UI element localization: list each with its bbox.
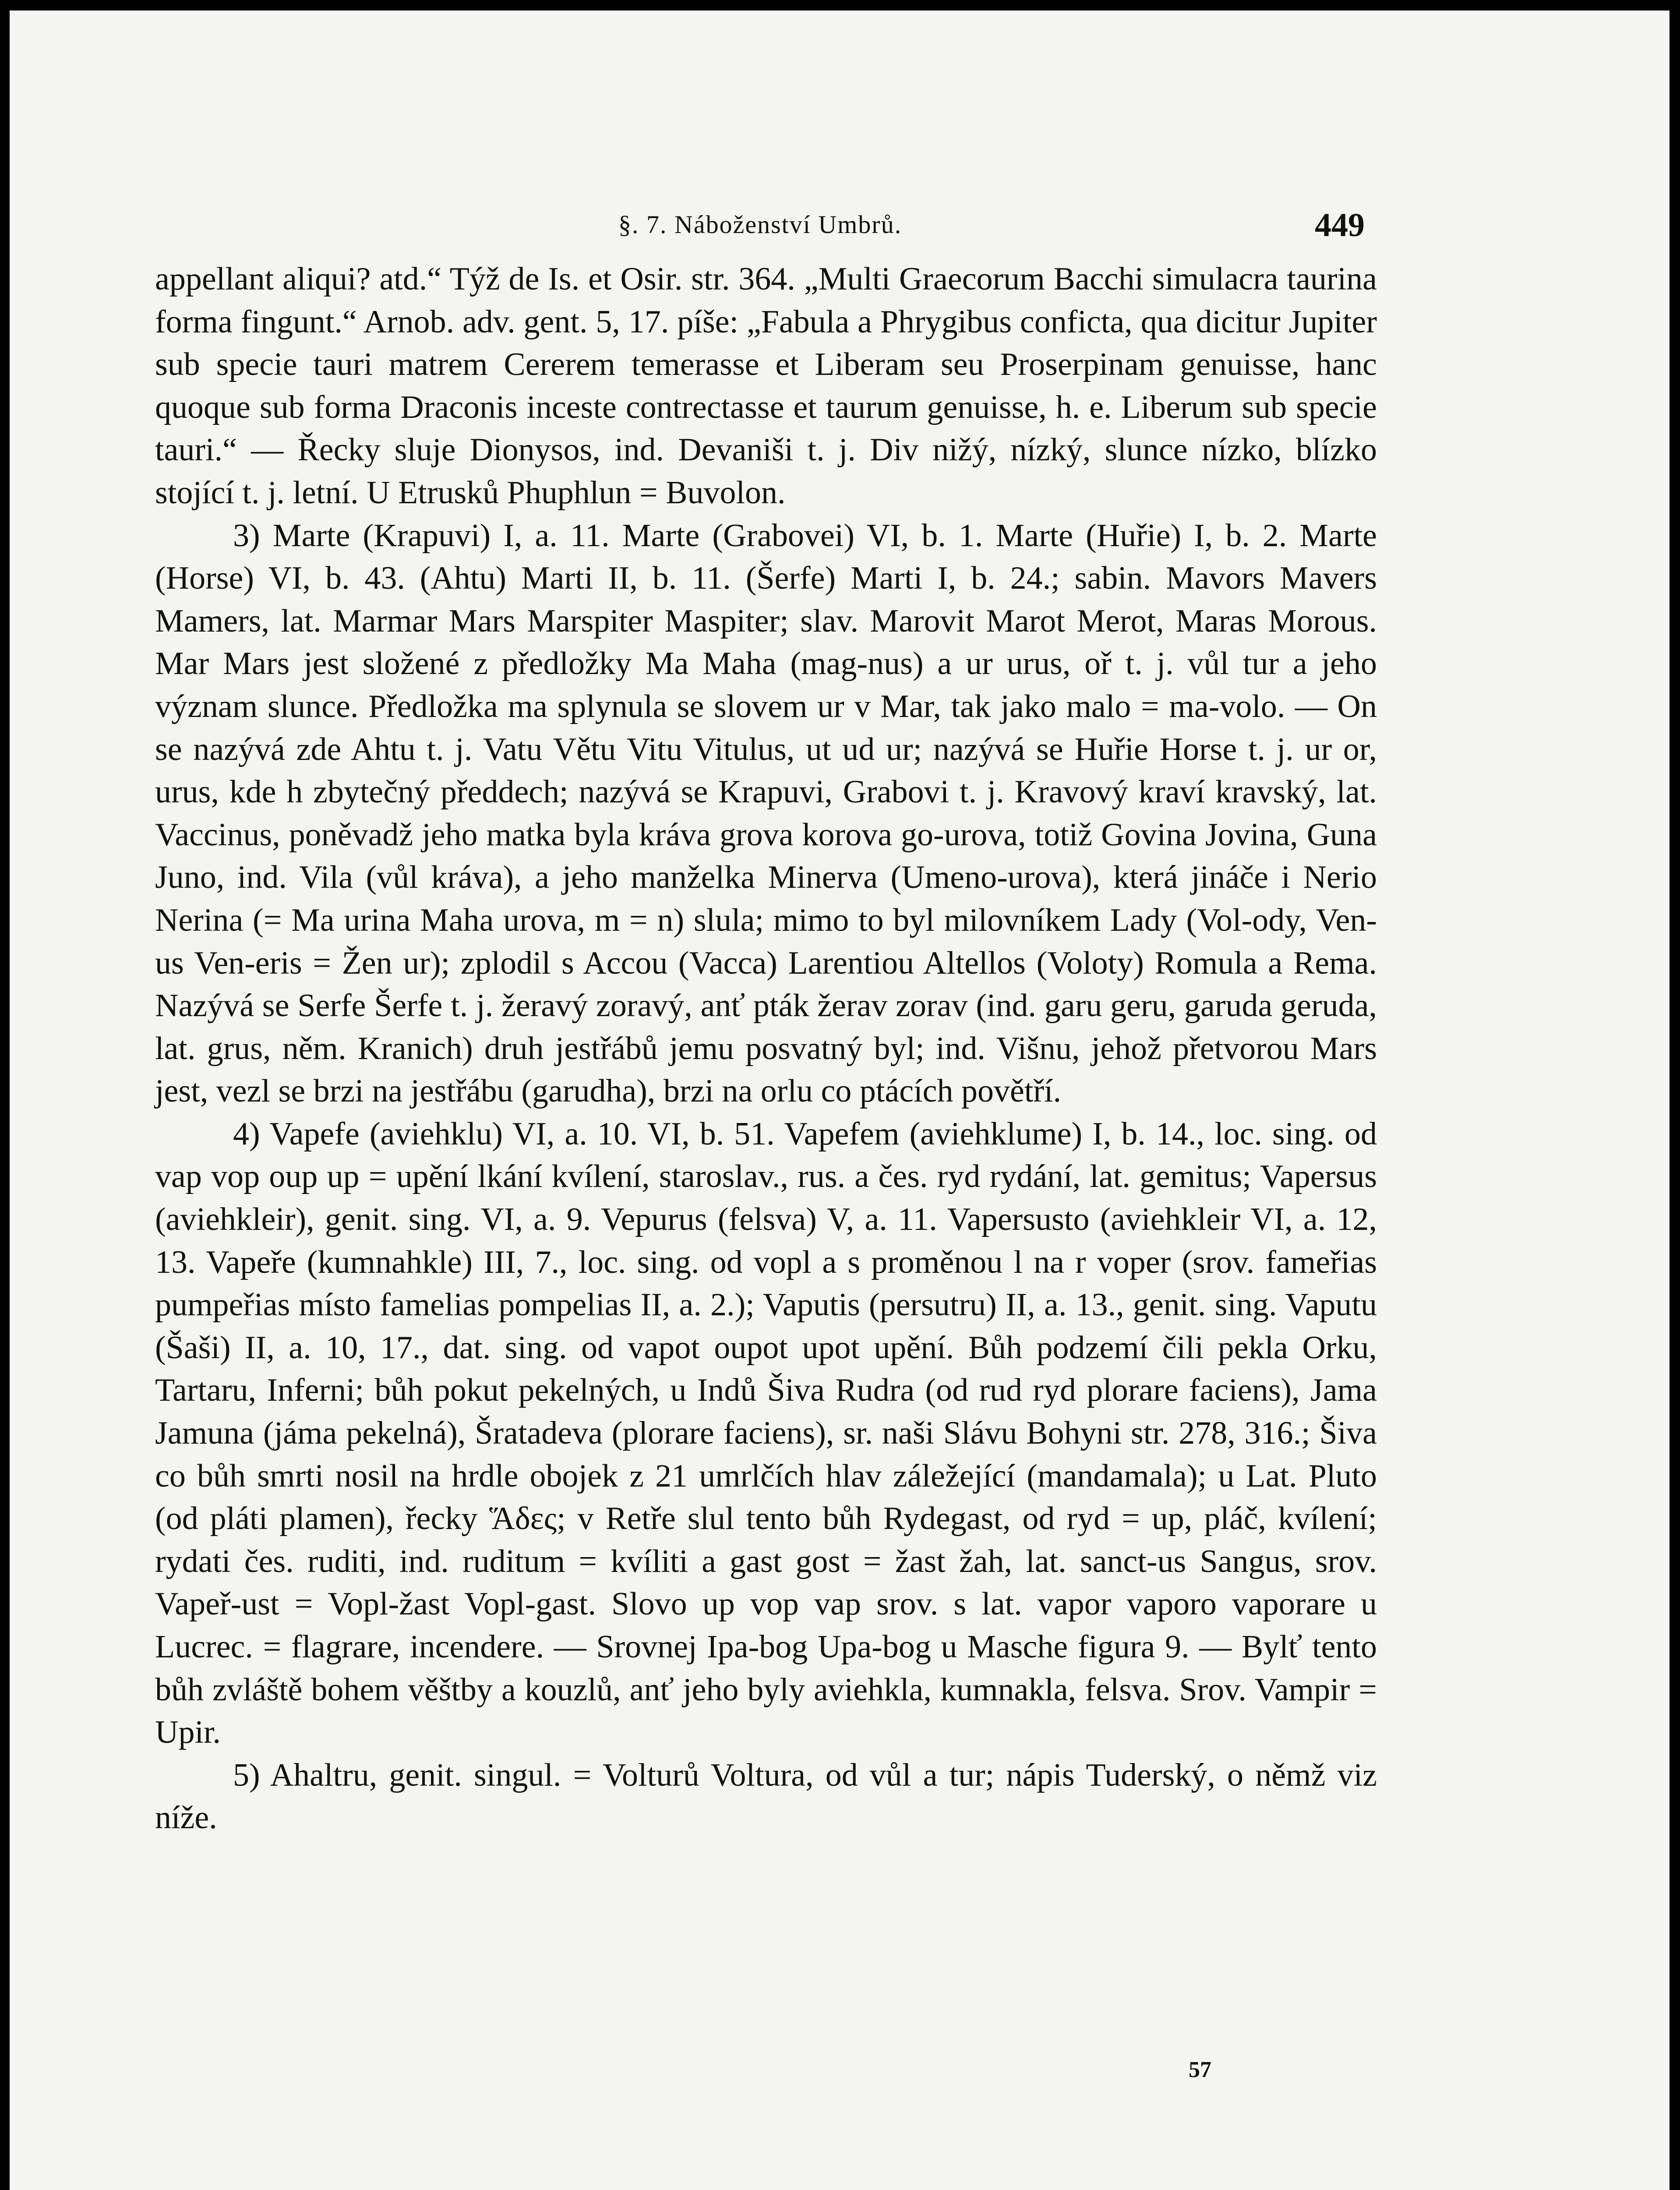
paragraph-continuation: appellant aliqui? atd.“ Týž de Is. et Osir. str. 364. „Multi Graecorum Bacchi simulacra taurina forma fingunt.“ Arnob. adv. gent. 5, 17. píše: „Fabula a Phrygibus conficta, qua dicitur Jupiter sub specie tauri matrem Cererem temerasse et Liberam seu Proserpinam genuisse, hanc quoque sub forma Draconis inceste contrectasse et taurum genuisse, h. e. Liberum sub specie tauri.“ — Řecky sluje Dionysos, ind. Devaniši t. j. Div nižý, nízký, slunce nízko, blízko stojící t. j. letní. U Etrusků Phuphlun = Buvolon.: [155, 261, 1377, 511]
paragraph-item-5: 5) Ahaltru, genit. singul. = Volturů Voltura, od vůl a tur; nápis Tuderský, o němž viz níže.: [155, 1757, 1377, 1836]
header-title: §. 7. Náboženství Umbrů.: [618, 210, 902, 239]
page-number: 449: [1315, 207, 1365, 244]
running-header: [10, 207, 1669, 249]
printer-signature-mark: 57: [1189, 2057, 1211, 2082]
book-page: [10, 11, 1669, 2190]
paragraph-item-4: 4) Vapefe (aviehklu) VI, a. 10. VI, b. 51. Vapefem (aviehklume) I, b. 14., loc. sing. od vap vop oup up = upění lkání kvílení, staroslav., rus. a čes. ryd rydání, lat. gemitus; Vapersus (aviehkleir), genit. sing. VI, a. 9. Vepurus (felsva) V, a. 11. Vapersusto (aviehkleir VI, a. 12, 13. Vapeře (kumnahkle) III, 7., loc. sing. od vopl a s proměnou l na r voper (srov. fameřias pumpeřias místo famelias pompelias II, a. 2.); Vaputis (persutru) II, a. 13., genit. sing. Vaputu (Šaši) II, a. 10, 17., dat. sing. od vapot oupot upot upění. Bůh podzemí čili pekla Orku, Tartaru, Inferni; bůh pokut pekelných, u Indů Šiva Rudra (od rud ryd plorare faciens), Jama Jamuna (jáma pekelná), Šratadeva (plorare faciens), sr. naši Slávu Bohyni str. 278, 316.; Šiva co bůh smrti nosil na hrdle obojek z 21 umrlčích hlav záležející (mandamala); u Lat. Pluto (od pláti plamen), řecky Ἅδες; v Retře slul tento bůh Rydegast, od ryd = up, pláč, kvílení; rydati čes. ruditi, ind. ruditum = kvíliti a gast gost = žast žah, lat. sanct-us Sangus, srov. Vapeř-ust = Vopl-žast Vopl-gast. Slovo up vop vap srov. s lat. vapor vaporo vaporare u Lucrec. = flagrare, incendere. — Srovnej Ipa-bog Upa-bog u Masche figura 9. — Bylť tento bůh zvláště bohem věštby a kouzlů, anť jeho byly aviehkla, kumnakla, felsva. Srov. Vampir = Upir.: [155, 1116, 1377, 1751]
body-text: [155, 258, 1377, 1840]
paragraph-item-3: 3) Marte (Krapuvi) I, a. 11. Marte (Grabovei) VI, b. 1. Marte (Huřie) I, b. 2. Marte (Horse) VI, b. 43. (Ahtu) Marti II, b. 11. (Šerfe) Marti I, b. 24.; sabin. Mavors Mavers Mamers, lat. Marmar Mars Marspiter Maspiter; slav. Marovit Marot Merot, Maras Morous. Mar Mars jest složené z předložky Ma Maha (mag-nus) a ur urus, oř t. j. vůl tur a jeho význam slunce. Předložka ma splynula se slovem ur v Mar, tak jako malo = ma-volo. — On se nazývá zde Ahtu t. j. Vatu Větu Vitu Vitulus, ut ud ur; nazývá se Huřie Horse t. j. ur or, urus, kde h zbytečný předdech; nazývá se Krapuvi, Grabovi t. j. Kravový kraví kravský, lat. Vaccinus, poněvadž jeho matka byla kráva grova korova go-urova, totiž Govina Jovina, Guna Juno, ind. Vila (vůl kráva), a jeho manželka Minerva (Umeno-urova), která jináče i Nerio Nerina (= Ma urina Maha urova, m = n) slula; mimo to byl milovníkem Lady (Vol-ody, Ven-us Ven-eris = Žen ur); zplodil s Accou (Vacca) Larentiou Altellos (Voloty) Romula a Rema. Nazývá se Serfe Šerfe t. j. žeravý zoravý, anť pták žerav zorav (ind. garu geru, garuda geruda, lat. grus, něm. Kranich) druh jestřábů jemu posvatný byl; ind. Višnu, jehož přetvorou Mars jest, vezl se brzi na jestřábu (garudha), brzi na orlu co ptácích povětří.: [155, 517, 1377, 1109]
